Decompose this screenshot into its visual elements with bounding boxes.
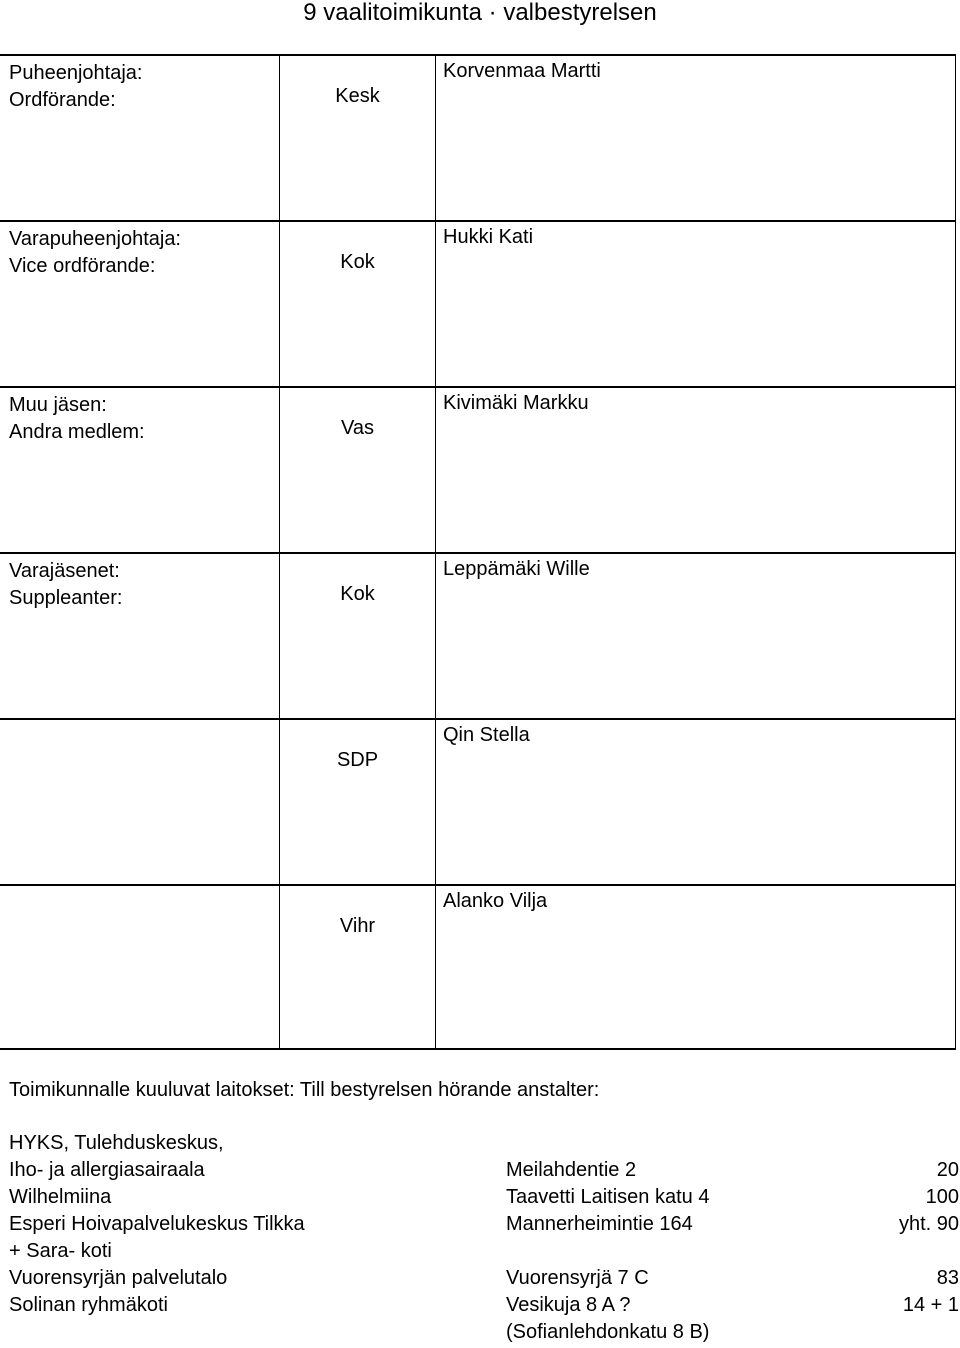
institution-name: Iho- ja allergiasairaala [9,1159,205,1181]
institution-address: Mannerheimintie 164 [506,1213,693,1235]
party-label: Kok [340,251,375,273]
list-item [9,1319,959,1346]
name-cell [436,386,956,552]
role-fi: Puheenjohtaja: [9,62,143,84]
table-row [0,386,958,552]
institutions-list [9,1130,959,1346]
list-item [9,1238,959,1265]
institution-address: (Sofianlehdonkatu 8 B) [506,1321,710,1343]
role-sv: Andra medlem: [9,421,145,443]
role-fi: Varapuheenjohtaja: [9,228,181,250]
table-row [0,552,958,718]
list-item [9,1265,959,1292]
institution-name: Solinan ryhmäkoti [9,1294,168,1316]
party-label: Vihr [339,915,376,937]
role-sv: Ordförande: [9,89,116,111]
institution-name: Wilhelmiina [9,1186,112,1208]
table-row [0,54,958,220]
role-cell [0,54,280,220]
member-name: Korvenmaa Martti [443,60,601,82]
party-label: Kesk [335,85,380,107]
institution-name: Esperi Hoivapalvelukeskus Tilkka [9,1213,305,1235]
party-cell [280,552,436,718]
institution-address: Vesikuja 8 A ? [506,1294,631,1316]
name-cell [436,220,956,386]
member-name: Kivimäki Markku [443,392,589,414]
member-name: Hukki Kati [443,226,534,248]
party-cell [280,54,436,220]
role-cell [0,220,280,386]
role-cell [0,884,280,1050]
name-cell [436,718,956,884]
institution-count: 14 + 1 [902,1294,959,1316]
name-cell [436,884,956,1050]
institution-count: 100 [925,1186,959,1208]
institution-count: 83 [936,1267,959,1289]
member-name: Leppämäki Wille [443,558,590,580]
party-label: Kok [340,583,375,605]
name-cell [436,552,956,718]
role-fi: Varajäsenet: [9,560,120,582]
party-cell [280,718,436,884]
page-title: 9 vaalitoimikunta · valbestyrelsen [303,0,657,26]
role-cell [0,552,280,718]
institution-count: 20 [936,1159,959,1181]
institution-address: Meilahdentie 2 [506,1159,637,1181]
institution-name: Vuorensyrjän palvelutalo [9,1267,228,1289]
list-item [9,1157,959,1184]
table-row [0,220,958,386]
institution-count: yht. 90 [898,1213,959,1235]
institutions-heading: Toimikunnalle kuuluvat laitokset: Till bestyrelsen hörande anstalter: [9,1079,600,1101]
table-row [0,718,958,884]
list-item [9,1292,959,1319]
institution-address: Taavetti Laitisen katu 4 [506,1186,710,1208]
role-sv: Suppleanter: [9,587,123,609]
institution-address: Vuorensyrjä 7 C [506,1267,649,1289]
role-cell [0,718,280,884]
list-item [9,1184,959,1211]
name-cell [436,54,956,220]
party-cell [280,220,436,386]
party-label: SDP [336,749,379,771]
party-cell [280,386,436,552]
role-cell [0,386,280,552]
party-label: Vas [341,417,374,439]
list-item [9,1130,959,1157]
table-row [0,884,958,1050]
institution-name: + Sara- koti [9,1240,112,1262]
institution-name: HYKS, Tulehduskeskus, [9,1132,224,1154]
role-fi: Muu jäsen: [9,394,107,416]
role-sv: Vice ordförande: [9,255,156,277]
member-name: Alanko Vilja [443,890,548,912]
list-item [9,1211,959,1238]
member-name: Qin Stella [443,724,530,746]
party-cell [280,884,436,1050]
